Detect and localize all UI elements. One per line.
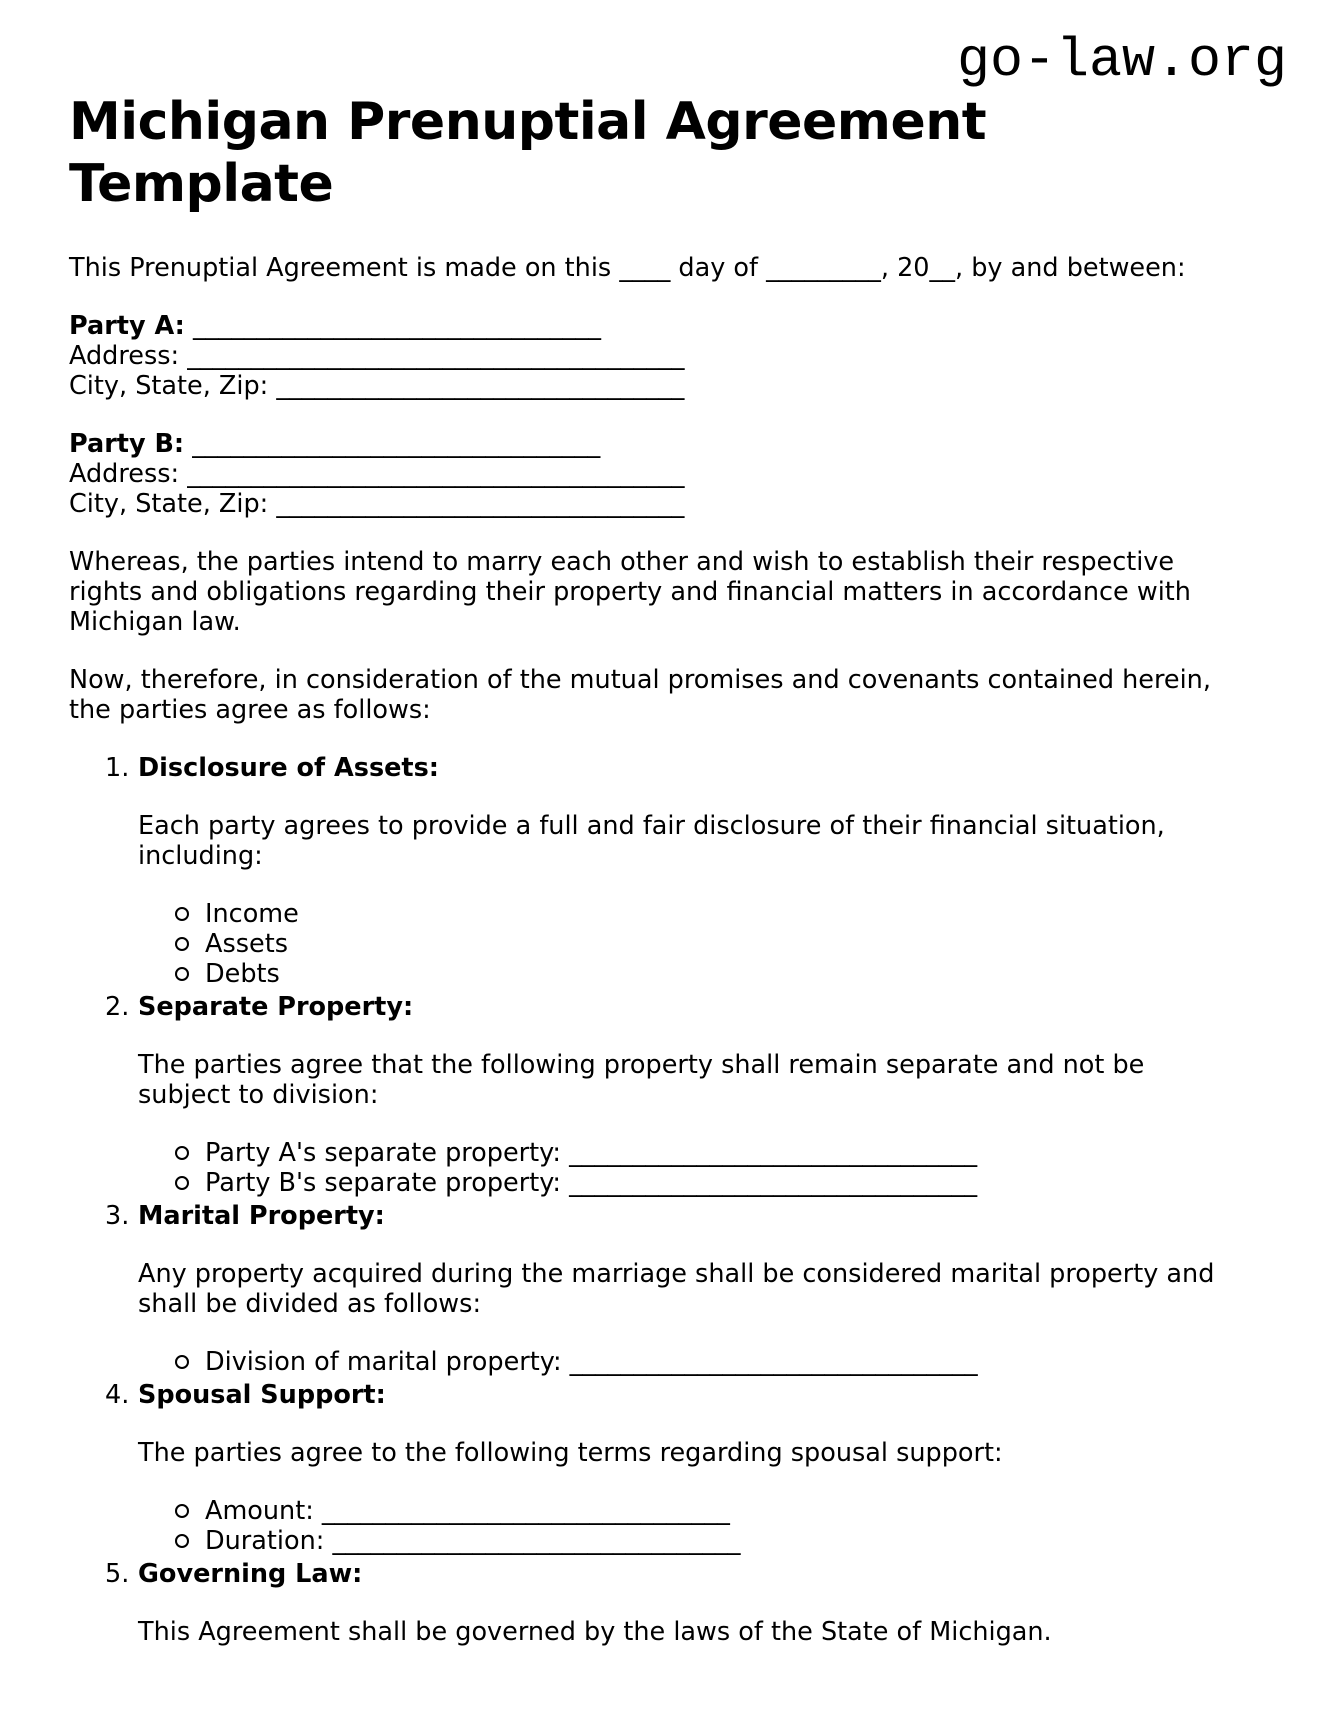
bullet-item xyxy=(205,1496,1258,1526)
section-number: 5. xyxy=(105,1559,130,1589)
bullet-text: Party B's separate property: ________________________________ xyxy=(205,1168,978,1198)
party-a-address-line xyxy=(69,341,1258,371)
party-a-block xyxy=(69,311,1258,401)
section-disclosure-of-assets xyxy=(105,753,1258,989)
party-a-address-blank: _______________________________________ xyxy=(187,341,685,371)
circle-bullet-icon xyxy=(175,907,189,921)
party-b-city-blank: ________________________________ xyxy=(276,489,685,519)
section-body-line: This Agreement shall be governed by the laws of the State of Michigan. xyxy=(138,1617,1052,1647)
party-b-label: Party B: xyxy=(69,429,185,459)
bullet-text: Amount: ________________________________ xyxy=(205,1496,730,1526)
bullet-item xyxy=(205,1526,1258,1556)
party-a-address-label: Address: xyxy=(69,341,180,371)
party-a-label: Party A: xyxy=(69,311,185,341)
bullet-text: Party A's separate property: ________________________________ xyxy=(205,1138,978,1168)
section-body-line: The parties agree to the following terms regarding spousal support: xyxy=(138,1438,1003,1468)
section-body-line: subject to division: xyxy=(138,1080,379,1110)
bullet-list xyxy=(138,1496,1258,1556)
bullet-item xyxy=(205,929,1258,959)
party-b-address-line xyxy=(69,459,1258,489)
section-body xyxy=(138,1050,1258,1110)
circle-bullet-icon xyxy=(175,1146,189,1160)
section-body-line: Each party agrees to provide a full and fair disclosure of their financial situation, xyxy=(138,811,1165,841)
bullet-text: Duration: ________________________________ xyxy=(205,1526,741,1556)
section-number: 1. xyxy=(105,753,130,783)
party-b-name-line xyxy=(69,429,1258,459)
party-b-city-line xyxy=(69,489,1258,519)
site-logo: go-law.org xyxy=(956,29,1287,92)
bullet-text: Debts xyxy=(205,959,280,989)
whereas-line: Whereas, the parties intend to marry each other and wish to establish their respective xyxy=(69,547,1175,577)
party-a-city-blank: ________________________________ xyxy=(276,371,685,401)
section-body-line: including: xyxy=(138,841,263,871)
circle-bullet-icon xyxy=(175,1355,189,1369)
sections-list xyxy=(69,753,1258,1647)
circle-bullet-icon xyxy=(175,967,189,981)
party-a-city-label: City, State, Zip: xyxy=(69,371,269,401)
section-title: Spousal Support: xyxy=(138,1380,386,1410)
section-title: Disclosure of Assets: xyxy=(138,753,439,783)
intro-paragraph xyxy=(69,253,1258,283)
bullet-item xyxy=(205,1138,1258,1168)
party-a-name-line xyxy=(69,311,1258,341)
bullet-item xyxy=(205,899,1258,929)
circle-bullet-icon xyxy=(175,1176,189,1190)
intro-text: This Prenuptial Agreement is made on this ____ day of _________, 20__, by and between: xyxy=(69,253,1186,283)
bullet-item xyxy=(205,959,1258,989)
section-separate-property xyxy=(105,992,1258,1198)
section-number: 2. xyxy=(105,992,130,1022)
party-b-address-label: Address: xyxy=(69,459,180,489)
section-body-line: Any property acquired during the marriage shall be considered marital property and xyxy=(138,1259,1215,1289)
now-therefore-line: the parties agree as follows: xyxy=(69,695,431,725)
now-therefore-line: Now, therefore, in consideration of the mutual promises and covenants contained herein, xyxy=(69,665,1211,695)
bullet-list xyxy=(138,1138,1258,1198)
bullet-text: Division of marital property: ________________________________ xyxy=(205,1347,978,1377)
section-body xyxy=(138,811,1258,871)
bullet-text: Income xyxy=(205,899,299,929)
section-title: Governing Law: xyxy=(138,1559,363,1589)
party-b-name-blank: ________________________________ xyxy=(192,429,601,459)
circle-bullet-icon xyxy=(175,1504,189,1518)
section-number: 3. xyxy=(105,1201,130,1231)
whereas-line: Michigan law. xyxy=(69,607,241,637)
circle-bullet-icon xyxy=(175,1534,189,1548)
bullet-list xyxy=(138,1347,1258,1377)
party-a-name-blank: ________________________________ xyxy=(193,311,601,341)
whereas-line: rights and obligations regarding their property and financial matters in accordance with xyxy=(69,577,1191,607)
bullet-list xyxy=(138,899,1258,989)
section-marital-property xyxy=(105,1201,1258,1377)
section-title: Marital Property: xyxy=(138,1201,385,1231)
bullet-item xyxy=(205,1347,1258,1377)
circle-bullet-icon xyxy=(175,937,189,951)
bullet-text: Assets xyxy=(205,929,288,959)
bullet-item xyxy=(205,1168,1258,1198)
party-a-city-line xyxy=(69,371,1258,401)
page-title: Michigan Prenuptial Agreement Template xyxy=(69,92,987,214)
section-spousal-support xyxy=(105,1380,1258,1556)
section-number: 4. xyxy=(105,1380,130,1410)
section-body xyxy=(138,1438,1258,1468)
party-b-block xyxy=(69,429,1258,519)
section-body-line: The parties agree that the following property shall remain separate and not be xyxy=(138,1050,1145,1080)
section-body xyxy=(138,1259,1258,1319)
whereas-paragraph xyxy=(69,547,1258,637)
now-therefore-paragraph xyxy=(69,665,1258,725)
party-b-address-blank: _______________________________________ xyxy=(187,459,685,489)
section-title: Separate Property: xyxy=(138,992,414,1022)
section-body-line: shall be divided as follows: xyxy=(138,1289,482,1319)
section-governing-law xyxy=(105,1559,1258,1647)
party-b-city-label: City, State, Zip: xyxy=(69,489,269,519)
section-body xyxy=(138,1617,1258,1647)
